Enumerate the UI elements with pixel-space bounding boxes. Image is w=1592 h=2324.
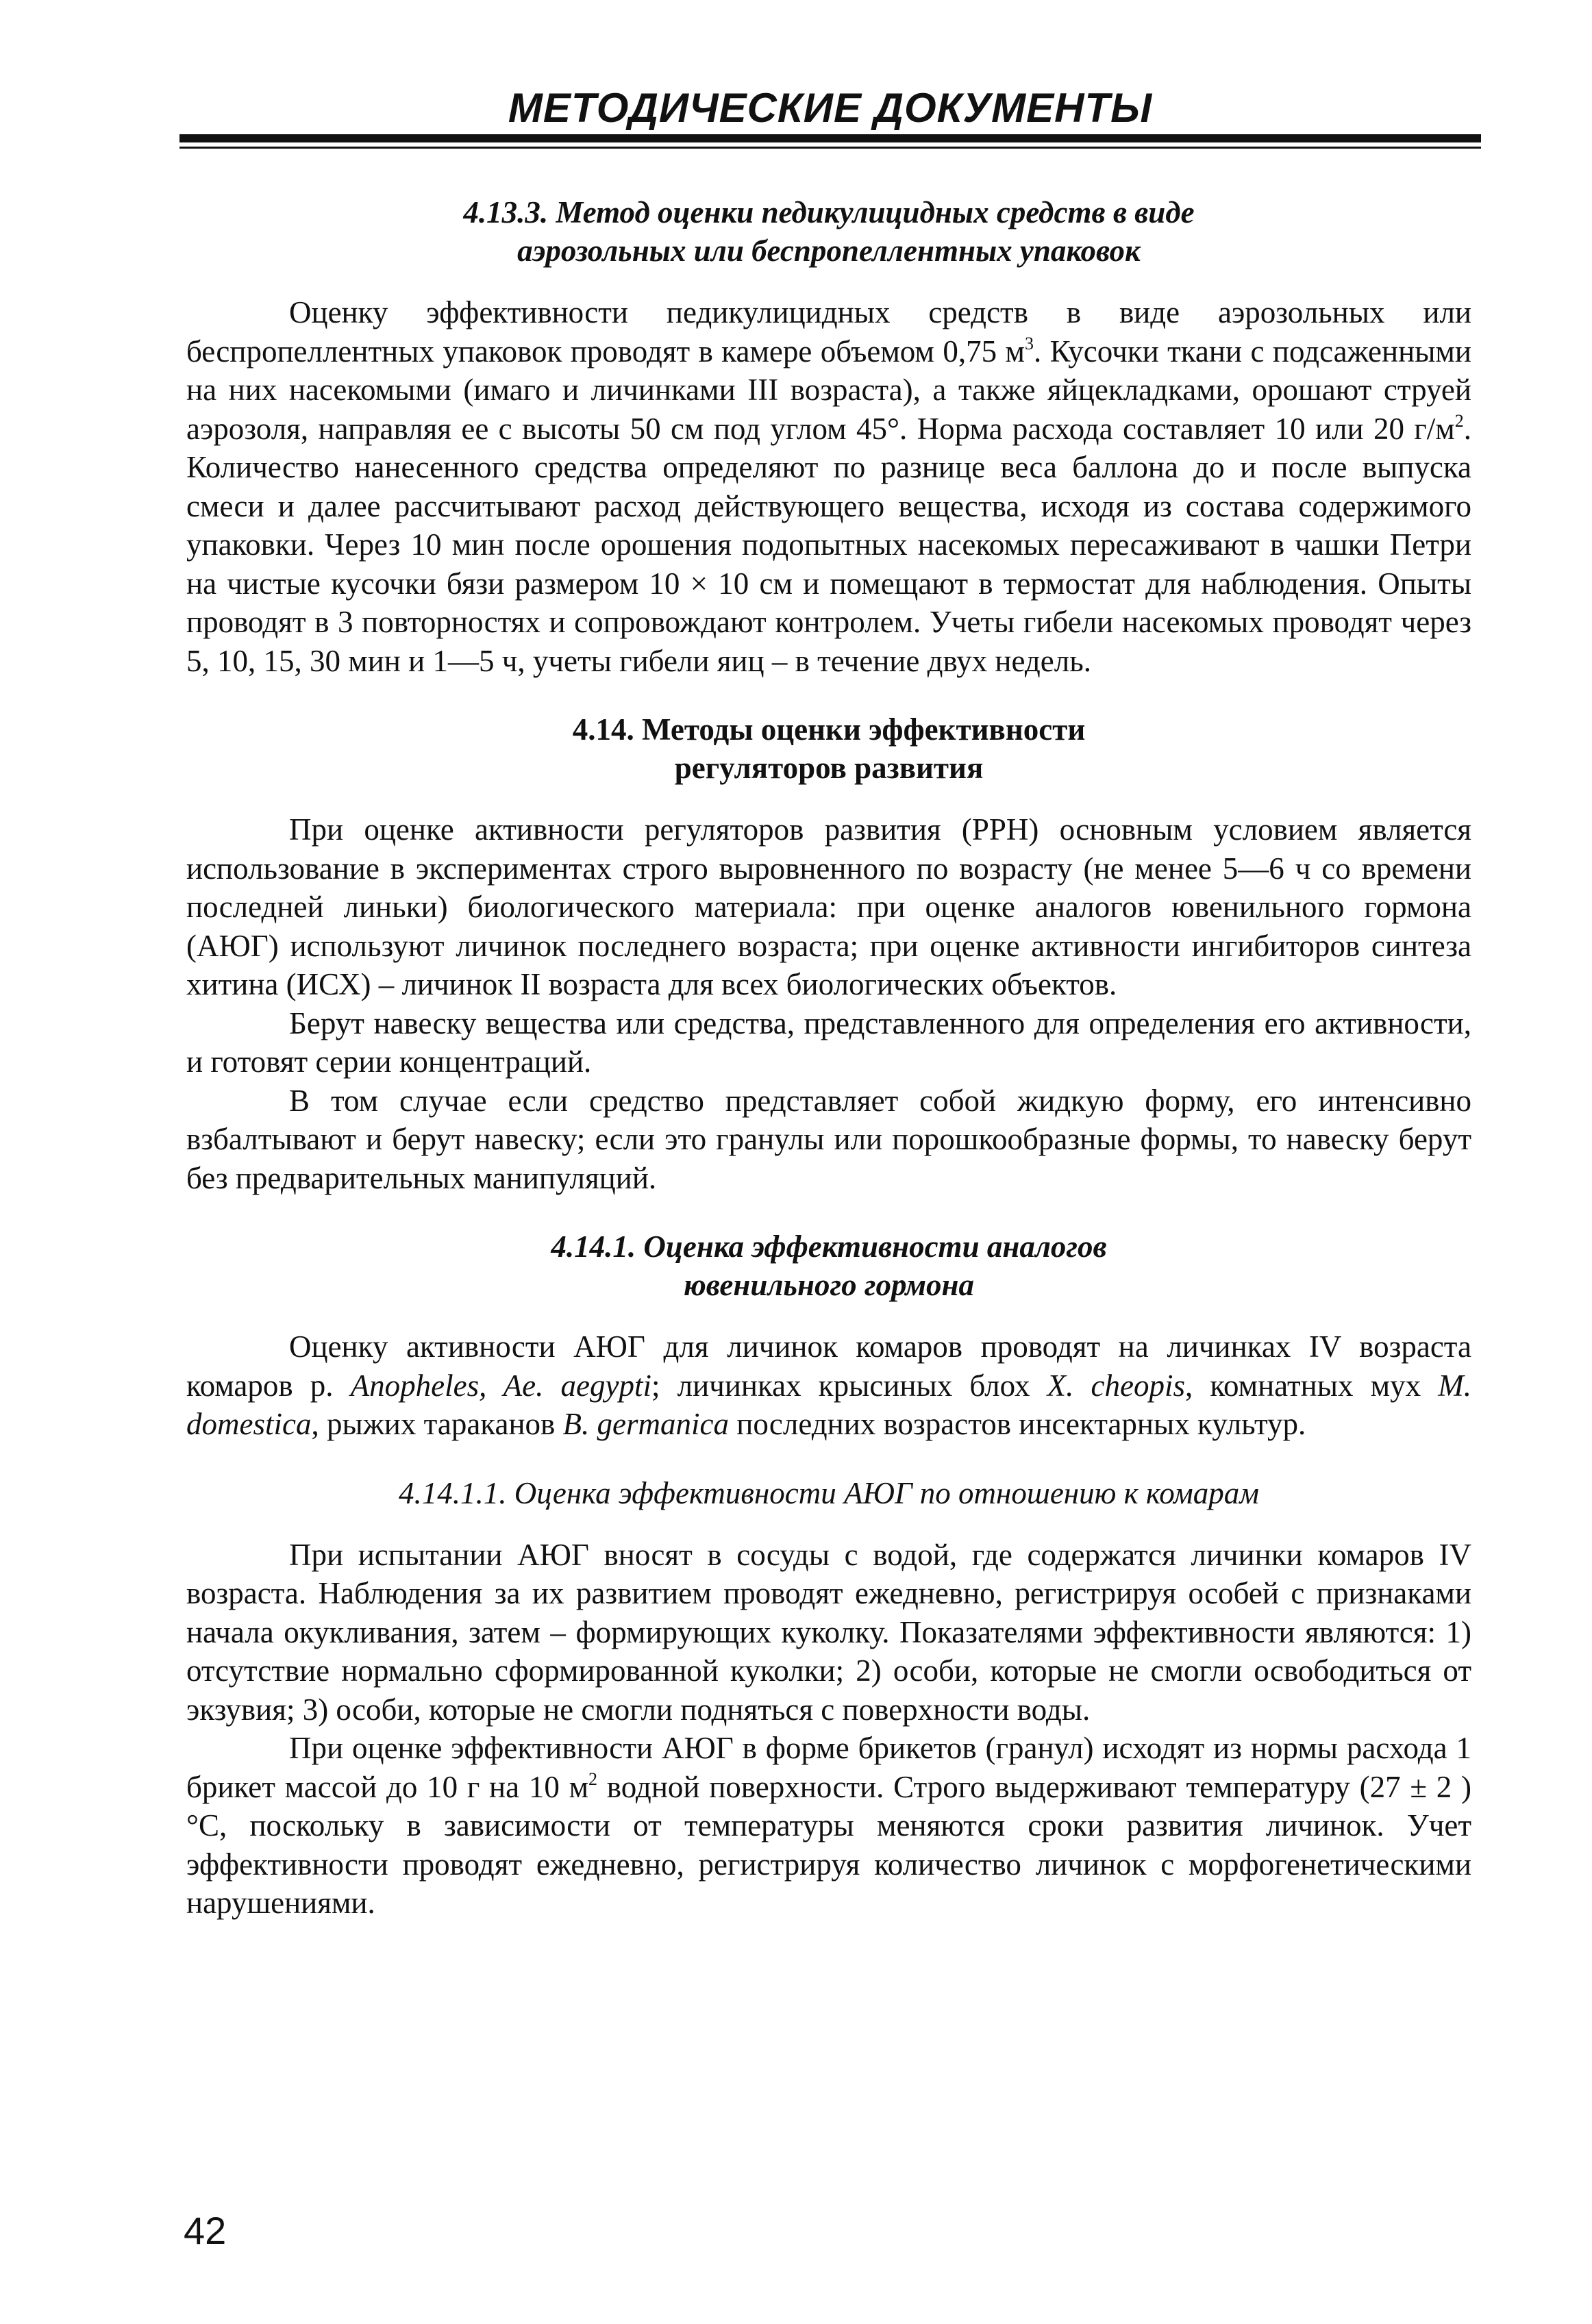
heading-line: 4.14.1. Оценка эффективности аналогов	[551, 1229, 1107, 1264]
species-name: X. cheopis	[1047, 1368, 1185, 1403]
page-body	[186, 193, 1471, 1923]
heading-line: 4.14. Методы оценки эффективности	[572, 712, 1086, 747]
species-name: M. domestica	[186, 1368, 1471, 1441]
paragraph: При испытании АЮГ вносят в сосуды с водой, где содержатся личинки комаров IV возраста. Наблюдения за их развитием проводят ежедневно, регистрируя особей с признаками начала окукливания, затем – формирующих куколку. Показателями эффективности являются: 1) отсутствие нормально сформированной куколки; 2) особи, которые не смогли освободиться от экзувия; 3) особи, которые не смогли подняться с поверхности воды.	[186, 1537, 1471, 1727]
section-heading-4-14	[186, 710, 1471, 787]
paragraph: Берут навеску вещества или средства, представленного для определения его активности, и готовят серии концентраций.	[186, 1005, 1471, 1079]
heading-line: ювенильного гормона	[683, 1268, 975, 1302]
section-heading-4-14-1-1	[186, 1474, 1471, 1512]
paragraph: При оценке активности регуляторов развития (РРН) основным условием является использование в экспериментах строго выровненного по возрасту (не менее 5—6 ч со времени последней линьки) биологического материала: при оценке аналогов ювенильного гормона (АЮГ) используют личинок последнего возраста; при оценке активности ингибиторов синтеза хитина (ИСХ) – личинок II возраста для всех биологических объектов.	[186, 812, 1471, 1001]
species-name: Anopheles, Ae. aegypti	[350, 1368, 651, 1403]
heading-line: аэрозольных или беспропеллентных упаковок	[517, 234, 1141, 268]
page-number: 42	[184, 2209, 227, 2252]
paragraph: При оценке эффективности АЮГ в форме брикетов (гранул) исходят из нормы расхода 1 брикет массой до 10 г на 10 $м^2$ водной поверхности. Строго выдерживают температуру (27 ± 2 )°С, поскольку в зависимости от температуры меняются сроки развития личинок. Учет эффективности проводят ежедневно, регистрируя количество личинок с морфогенетическими нарушениями.	[186, 1731, 1471, 1920]
header-rule-thin	[179, 147, 1481, 149]
heading-line: регуляторов развития	[674, 751, 984, 785]
paragraph: Оценку активности АЮГ для личинок комаров проводят на личинках IV возраста комаров р. Anopheles, Ae. aegypti; личинках крысиных блох X. cheopis, комнатных мух M. domestica, рыжих тараканов B. germanica последних возрастов инсектарных культур.	[186, 1329, 1471, 1441]
paragraph: Оценку эффективности педикулицидных средств в виде аэрозольных или беспропеллентных упаковок проводят в камере объемом 0,75 $м^3$. Кусочки ткани с подсаженными на них насекомыми (имаго и личинками III возраста), а также яйцекладками, орошают струей аэрозоля, направляя ее с высоты 50 см под углом 45°. Норма расхода составляет 10 или 20 $г/м^2$. Количество нанесенного средства определяют по разнице веса баллона до и после выпуска смеси и далее рассчитывают расход действующего вещества, исходя из состава содержимого упаковки. Через 10 мин после орошения подопытных насекомых пересаживают в чашки Петри на чистые кусочки бязи размером 10 × 10 см и помещают в термостат для наблюдения. Опыты проводят в 3 повторностях и сопровождают контролем. Учеты гибели насекомых проводят через 5, 10, 15, 30 мин и 1—5 ч, учеты гибели яиц – в течение двух недель.	[186, 295, 1471, 678]
section-heading-4-14-1	[186, 1227, 1471, 1304]
species-name: B. germanica	[562, 1407, 729, 1441]
heading-line: 4.13.3. Метод оценки педикулицидных средств в виде	[463, 195, 1195, 229]
header-rule-thick	[179, 134, 1481, 142]
running-header-title: МЕТОДИЧЕСКИЕ ДОКУМЕНТЫ	[508, 85, 1153, 131]
heading-line: 4.14.1.1. Оценка эффективности АЮГ по отношению к комарам	[399, 1475, 1259, 1510]
paragraph: В том случае если средство представляет собой жидкую форму, его интенсивно взбалтывают и берут навеску; если это гранулы или порошкообразные формы, то навеску берут без предварительных манипуляций.	[186, 1083, 1471, 1195]
section-heading-4-13-3	[186, 193, 1471, 270]
